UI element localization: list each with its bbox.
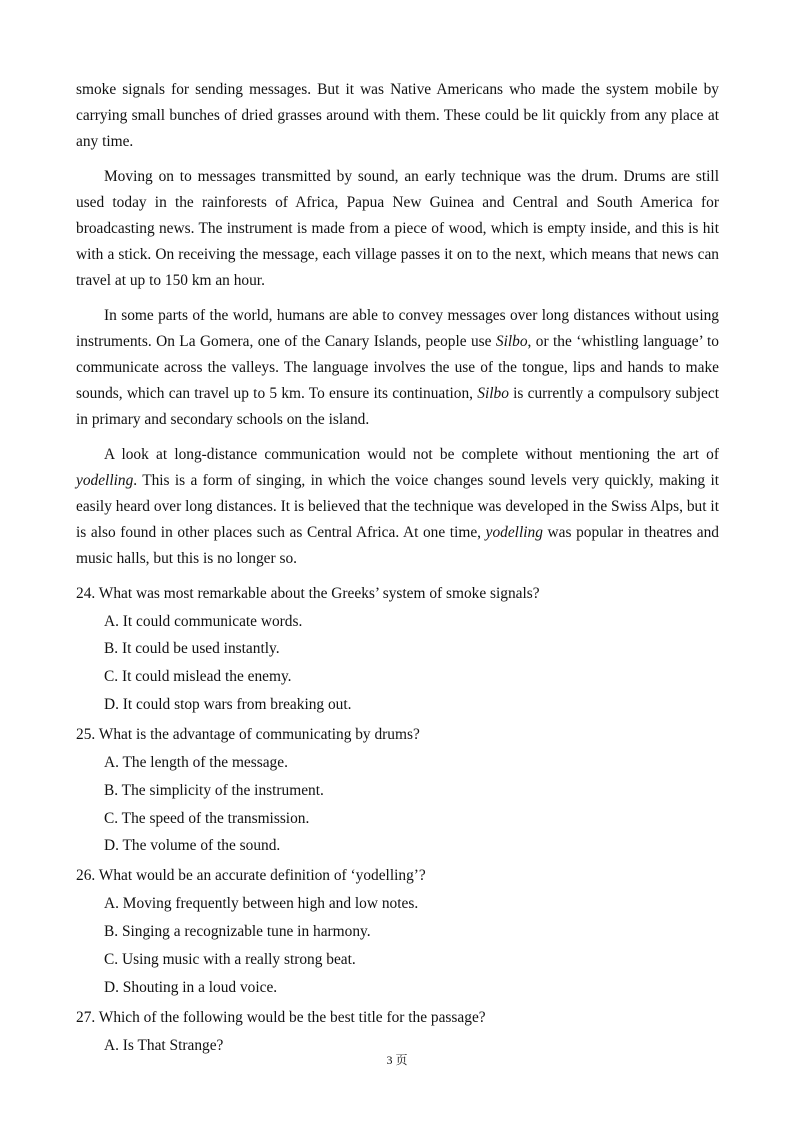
option-a: A. Moving frequently between high and low notes. <box>104 895 419 913</box>
question-24 <box>76 581 719 718</box>
passage <box>76 77 719 573</box>
paragraph-3-italic-silbo-2: Silbo <box>477 385 509 403</box>
paragraph-3-segment-5: is currently a compulsory subject in primary and secondary schools on the island. <box>76 385 719 429</box>
option-a: A. Is That Strange? <box>104 1036 224 1054</box>
paragraph-2-segment-1: Moving on to messages transmitted by sound, an early technique was the drum. Drums are still used today in the rainforests of Africa, Papua New Guinea and Central and South America for broadcasting news. The instrument is made from a piece of wood, which is empty inside, and this is hit with a stick. On receiving the message, each village passes it on to the next, which means that news can travel at up to 150 km an hour. <box>76 167 719 290</box>
paragraph-4-segment-1: A look at long-distance communication would not be complete without mentioning the art of <box>104 445 719 463</box>
paragraph-1-segment-1: smoke signals for sending messages. But it was Native Americans who made the system mobile by carrying small bunches of dried grasses around with them. These could be lit quickly from any place at any time. <box>76 81 719 151</box>
option-b: B. It could be used instantly. <box>104 640 280 658</box>
question-stem: 27. Which of the following would be the best title for the passage? <box>76 1008 486 1026</box>
paragraph-3-italic-silbo-1: Silbo <box>495 332 528 350</box>
question-stem: 25. What is the advantage of communicating by drums? <box>76 726 420 744</box>
question-26 <box>76 863 719 1000</box>
question-stem: 24. What was most remarkable about the Greeks’ system of smoke signals? <box>76 584 540 602</box>
paragraph-4-segment-3: . This is a form of singing, in which the voice changes sound levels very quickly, making it easily heard over long distances. It is believed that the technique was developed in the Swiss Alps, but it is also found in other places such as Central Africa. At one time, <box>76 471 719 542</box>
option-a: A. It could communicate words. <box>104 612 303 630</box>
option-c: C. Using music with a really strong beat. <box>104 951 356 969</box>
option-d: D. The volume of the sound. <box>104 837 281 855</box>
option-c: C. The speed of the transmission. <box>104 809 310 827</box>
question-options <box>76 609 719 718</box>
questions <box>76 581 719 1059</box>
question-27 <box>76 1005 719 1059</box>
option-d: D. It could stop wars from breaking out. <box>104 696 352 714</box>
option-b: B. The simplicity of the instrument. <box>104 781 324 799</box>
passage-paragraph-1 <box>76 77 719 156</box>
question-options <box>76 750 719 859</box>
option-c: C. It could mislead the enemy. <box>104 668 292 686</box>
paragraph-3-segment-3: , or the ‘whistling language’ to communicate across the valleys. The language involves the use of the tongue, lips and hands to make sounds, which can travel up to 5 km. To ensure its continuation, <box>76 332 719 403</box>
paragraph-4-italic-yodelling-1: yodelling <box>76 471 134 489</box>
question-options <box>76 891 719 1000</box>
paragraph-4-italic-yodelling-2: yodelling <box>485 524 543 542</box>
document-page <box>76 77 719 1063</box>
option-b: B. Singing a recognizable tune in harmony. <box>104 923 371 941</box>
page-number: 3 页 <box>386 1053 408 1067</box>
paragraph-3-segment-1: In some parts of the world, humans are able to convey messages over long distances without using instruments. On La Gomera, one of the Canary Islands, people use <box>76 306 719 350</box>
option-a: A. The length of the message. <box>104 754 288 772</box>
passage-paragraph-3 <box>76 303 719 434</box>
passage-paragraph-2 <box>76 164 719 295</box>
option-d: D. Shouting in a loud voice. <box>104 978 278 996</box>
question-25 <box>76 722 719 859</box>
passage-paragraph-4 <box>76 442 719 573</box>
question-stem: 26. What would be an accurate definition of ‘yodelling’? <box>76 867 426 885</box>
paragraph-4-segment-5: was popular in theatres and music halls, but this is no longer so. <box>76 524 719 568</box>
